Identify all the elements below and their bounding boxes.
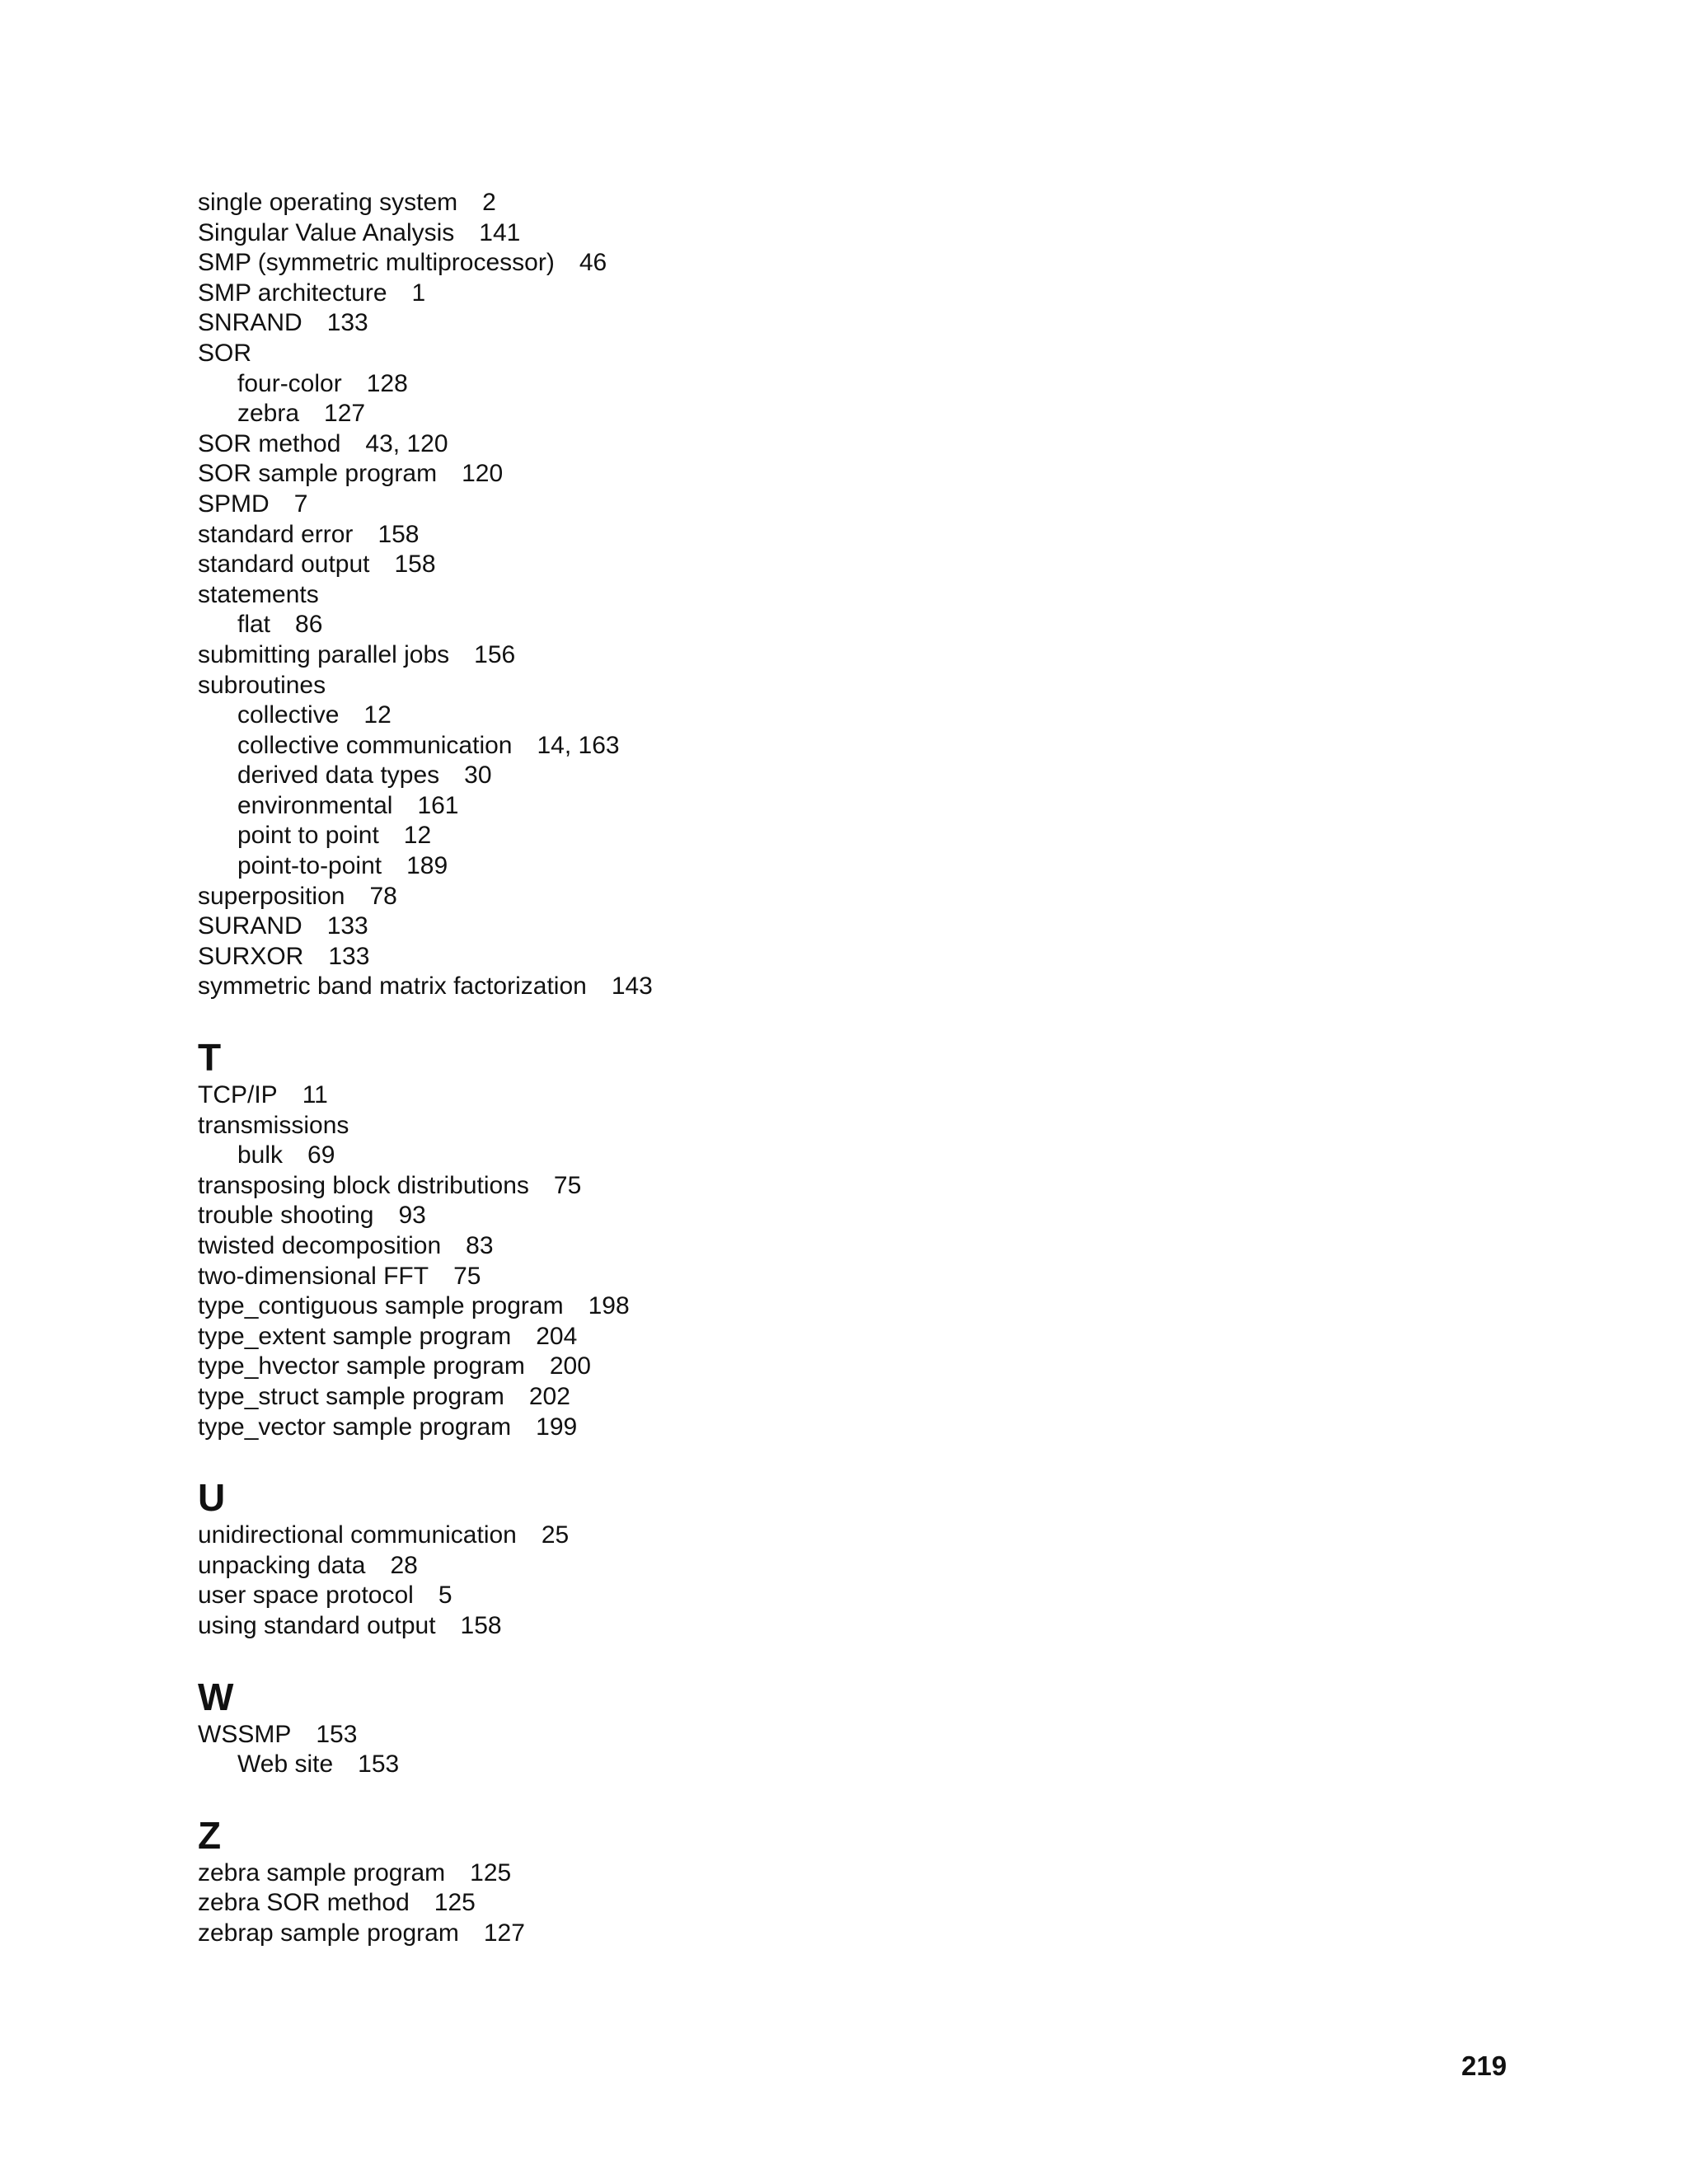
index-page-refs: 202: [528, 1382, 570, 1410]
index-entry: [198, 1201, 940, 1231]
index-entry: [198, 1382, 940, 1413]
index-page-refs: 161: [417, 791, 459, 819]
index-term: standard output: [198, 551, 370, 579]
index-term: type_contiguous sample program: [198, 1292, 564, 1320]
index-subentry: [198, 791, 940, 822]
index-term: point to point: [237, 822, 379, 850]
index-term: SOR sample program: [198, 460, 438, 488]
index-section: [198, 1675, 940, 1780]
index-page-refs: 128: [366, 369, 408, 397]
index-term: twisted decomposition: [198, 1232, 442, 1259]
index-page-refs: 30: [464, 762, 492, 790]
index-page-refs: 75: [553, 1171, 582, 1199]
index-entry: [198, 520, 940, 551]
index-term: unidirectional communication: [198, 1521, 517, 1549]
index-entry: [198, 339, 940, 369]
index-term: derived data types: [237, 762, 440, 790]
index-page-refs: 153: [316, 1720, 358, 1748]
index-term: unpacking data: [198, 1551, 366, 1579]
index-term: zebrap sample program: [198, 1919, 459, 1947]
index-page-refs: 12: [403, 822, 432, 850]
index-page-refs: 198: [588, 1292, 630, 1320]
index-term: type_extent sample program: [198, 1322, 512, 1350]
index-entry: [198, 1171, 940, 1202]
index-term: bulk: [237, 1141, 284, 1169]
index-term: SMP architecture: [198, 279, 387, 307]
index-term: SPMD: [198, 490, 270, 518]
index-term: statements: [198, 580, 319, 608]
index-term: flat: [237, 611, 271, 639]
section-letter-heading: W: [198, 1675, 234, 1718]
index-entry: [198, 1521, 940, 1551]
index-subentry: [198, 1141, 940, 1171]
index-page-refs: 93: [398, 1202, 426, 1230]
index-term: four-color: [237, 369, 342, 397]
index-term: using standard output: [198, 1611, 436, 1639]
index-page-refs: 133: [326, 912, 368, 940]
index-section: [198, 1476, 940, 1641]
index-page-refs: 127: [324, 400, 366, 428]
index-entry: [198, 640, 940, 671]
index-term: type_struct sample program: [198, 1382, 504, 1410]
index-entry: [198, 1858, 940, 1889]
index-page-refs: 1: [411, 279, 426, 307]
index-page-refs: 141: [479, 218, 521, 246]
index-term: SOR method: [198, 429, 341, 457]
index-entry: [198, 1080, 940, 1111]
index-page-refs: 204: [536, 1322, 578, 1350]
index-term: superposition: [198, 882, 345, 910]
index-page-refs: 14, 163: [537, 731, 620, 759]
index-entry: [198, 1919, 940, 1949]
index-entry: [198, 1888, 940, 1919]
index-page-refs: 86: [295, 611, 323, 639]
index-page-refs: 25: [541, 1521, 570, 1549]
index-term: zebra: [237, 400, 300, 428]
index-term: SMP (symmetric multiprocessor): [198, 249, 555, 277]
index-entry: [198, 580, 940, 611]
index-entry: [198, 1291, 940, 1322]
index-page-refs: 2: [482, 189, 496, 216]
index-page-refs: 5: [438, 1582, 452, 1610]
index-entry: [198, 1262, 940, 1292]
index-page-refs: 133: [328, 942, 370, 970]
index-page-refs: 43, 120: [365, 429, 448, 457]
index-term: SNRAND: [198, 309, 302, 337]
index-entry: [198, 972, 940, 1002]
index-section: [198, 188, 940, 1002]
index-entry: [198, 248, 940, 279]
index-page-refs: 127: [483, 1919, 525, 1947]
index-term: WSSMP: [198, 1720, 292, 1748]
index-entry: [198, 1720, 940, 1750]
index-entry: [198, 882, 940, 912]
index-page-refs: 156: [474, 640, 516, 668]
index-term: zebra SOR method: [198, 1889, 410, 1917]
index-subentry: [198, 610, 940, 640]
index-entry: [198, 1551, 940, 1582]
index-page-refs: 200: [549, 1352, 591, 1380]
index-term: point-to-point: [237, 852, 382, 880]
index-page-refs: 158: [377, 520, 420, 548]
index-entry: [198, 1322, 940, 1352]
index-term: Singular Value Analysis: [198, 218, 455, 246]
index-term: zebra sample program: [198, 1858, 446, 1886]
index-page-refs: 28: [390, 1551, 418, 1579]
index-entry: [198, 1581, 940, 1611]
index-page-refs: 83: [466, 1232, 494, 1259]
index-entry: [198, 490, 940, 520]
index-subentry: [198, 731, 940, 762]
index-page-refs: 46: [579, 249, 607, 277]
index-page-refs: 125: [434, 1889, 476, 1917]
index-term: collective communication: [237, 731, 513, 759]
index-term: TCP/IP: [198, 1081, 278, 1109]
index-section: [198, 1813, 940, 1949]
index-term: transmissions: [198, 1111, 349, 1139]
index-page-refs: 69: [307, 1141, 335, 1169]
section-letter-heading: Z: [198, 1813, 222, 1857]
index-page-refs: 12: [363, 701, 392, 729]
index-page-refs: 11: [302, 1081, 328, 1109]
index-entry: [198, 1352, 940, 1382]
index-entry: [198, 459, 940, 490]
index-entry: [198, 1611, 940, 1642]
index-term: subroutines: [198, 671, 326, 699]
index-entry: [198, 671, 940, 701]
index-entry: [198, 218, 940, 249]
index-entry: [198, 1111, 940, 1141]
index-page-refs: 153: [358, 1750, 400, 1779]
index-entry: [198, 550, 940, 580]
index-page-refs: 158: [460, 1611, 502, 1639]
index-page-refs: 78: [369, 882, 397, 910]
index-page-refs: 125: [470, 1858, 512, 1886]
index-term: SURAND: [198, 912, 302, 940]
index-term: SURXOR: [198, 942, 304, 970]
index-entry: [198, 1231, 940, 1262]
index-subentry: [198, 821, 940, 851]
index-column: [198, 188, 940, 1949]
index-page-refs: 75: [453, 1262, 481, 1290]
index-term: user space protocol: [198, 1582, 414, 1610]
index-term: SOR: [198, 339, 252, 367]
index-entry: [198, 429, 940, 460]
index-entry: [198, 942, 940, 972]
index-term: type_hvector sample program: [198, 1352, 525, 1380]
index-term: symmetric band matrix factorization: [198, 972, 587, 1001]
index-page-refs: 143: [611, 972, 653, 1001]
index-subentry: [198, 701, 940, 731]
index-term: trouble shooting: [198, 1202, 374, 1230]
index-section: [198, 1036, 940, 1442]
index-term: transposing block distributions: [198, 1171, 529, 1199]
index-page-refs: 158: [394, 551, 436, 579]
index-term: standard error: [198, 520, 354, 548]
page-number: 219: [1461, 2050, 1507, 2081]
index-term: two-dimensional FFT: [198, 1262, 429, 1290]
index-term: type_vector sample program: [198, 1413, 512, 1441]
index-entry: [198, 308, 940, 339]
section-letter-heading: T: [198, 1036, 222, 1080]
index-page-refs: 120: [462, 460, 504, 488]
index-entry: [198, 1413, 940, 1443]
index-term: single operating system: [198, 189, 458, 216]
index-entry: [198, 912, 940, 942]
index-term: Web site: [237, 1750, 334, 1779]
section-letter-heading: U: [198, 1476, 226, 1520]
index-subentry: [198, 761, 940, 791]
index-entry: [198, 188, 940, 218]
index-page-refs: 133: [326, 309, 368, 337]
index-term: submitting parallel jobs: [198, 640, 450, 668]
index-subentry: [198, 369, 940, 400]
index-subentry: [198, 1750, 940, 1780]
index-subentry: [198, 851, 940, 882]
index-term: environmental: [237, 791, 393, 819]
index-page-refs: 189: [406, 852, 448, 880]
index-term: collective: [237, 701, 340, 729]
index-page-refs: 199: [536, 1413, 578, 1441]
index-page-refs: 7: [293, 490, 308, 518]
index-entry: [198, 279, 940, 309]
index-subentry: [198, 399, 940, 429]
